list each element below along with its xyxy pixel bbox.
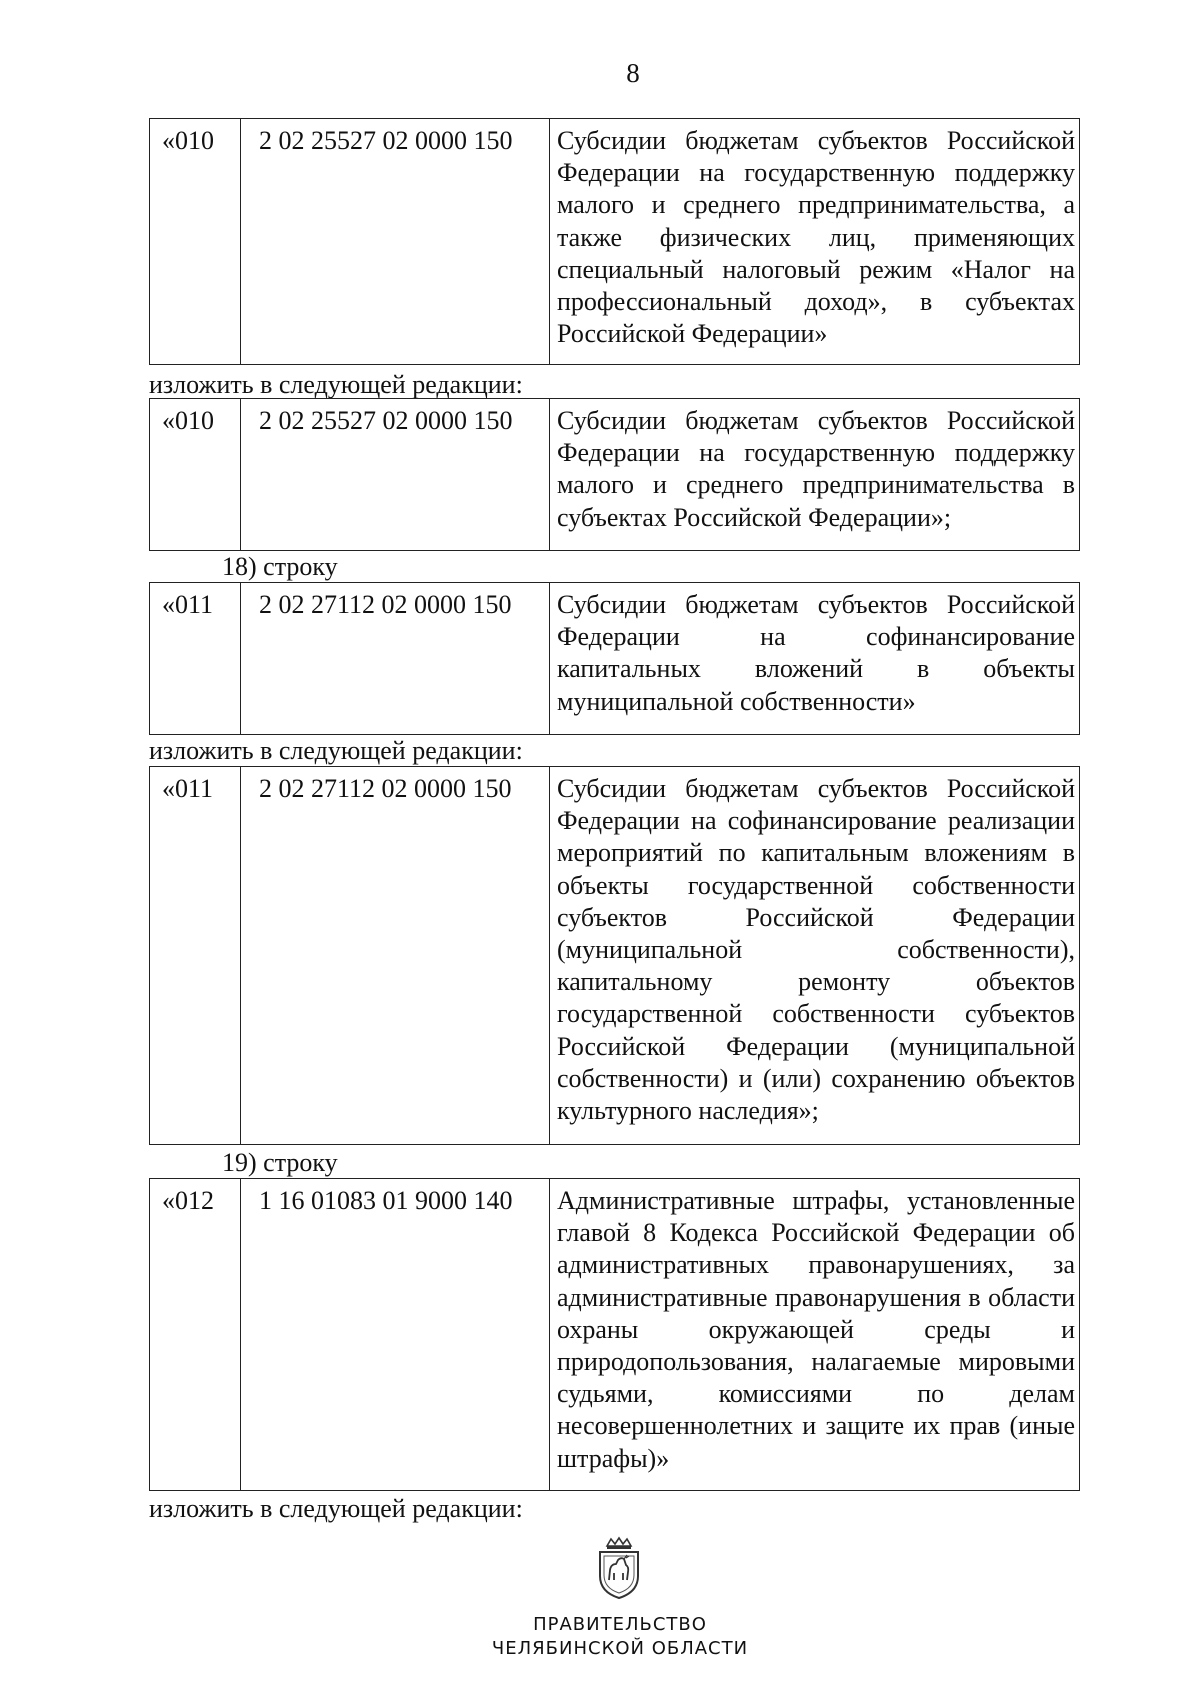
table-row-011-new	[149, 766, 1080, 1145]
row-number: «010	[150, 399, 241, 551]
row-number: «011	[150, 583, 241, 735]
row-description: Субсидии бюджетам субъектов Российской Федерации на софинансирование капитальных вложений в объекты муниципальной собственности»	[550, 583, 1080, 735]
row-number: «010	[150, 119, 241, 365]
chelyabinsk-coat-of-arms-icon	[594, 1536, 644, 1600]
page-number: 8	[626, 58, 640, 88]
row-number: «011	[150, 767, 241, 1145]
item-18-label: 18) строку	[222, 552, 338, 581]
budget-code: 1 16 01083 01 9000 140	[241, 1179, 550, 1491]
restate-phrase: изложить в следующей редакции:	[149, 370, 523, 399]
item-19-label: 19) строку	[222, 1148, 338, 1177]
footer-organization-line1: ПРАВИТЕЛЬСТВО	[533, 1614, 707, 1635]
row-description: Субсидии бюджетам субъектов Российской Федерации на государственную поддержку малого и среднего предпринимательства, а также физических лиц, применяющих специальный налоговый режим «Налог на профессиональный доход», в субъектах Российской Федерации»	[550, 119, 1080, 365]
row-description: Административные штрафы, установленные главой 8 Кодекса Российской Федерации об административных правонарушениях, за административные правонарушения в области охраны окружающей среды и природопользования, налагаемые мировыми судьями, комиссиями по делам несовершеннолетних и защите их прав (иные штрафы)»	[550, 1179, 1080, 1491]
restate-phrase: изложить в следующей редакции:	[149, 1494, 523, 1523]
footer-organization-line2: ЧЕЛЯБИНСКОЙ ОБЛАСТИ	[491, 1638, 749, 1659]
table-row-010-old	[149, 118, 1080, 365]
budget-code: 2 02 27112 02 0000 150	[241, 767, 550, 1145]
budget-code: 2 02 27112 02 0000 150	[241, 583, 550, 735]
table-row-011-old	[149, 582, 1080, 735]
budget-code: 2 02 25527 02 0000 150	[241, 399, 550, 551]
restate-phrase: изложить в следующей редакции:	[149, 736, 523, 765]
row-description: Субсидии бюджетам субъектов Российской Федерации на государственную поддержку малого и среднего предпринимательства в субъектах Российской Федерации»;	[550, 399, 1080, 551]
budget-code: 2 02 25527 02 0000 150	[241, 119, 550, 365]
row-number: «012	[150, 1179, 241, 1491]
table-row-012-old	[149, 1178, 1080, 1491]
row-description: Субсидии бюджетам субъектов Российской Федерации на софинансирование реализации мероприятий по капитальным вложениям в объекты государственной собственности субъектов Российской Федерации (муниципальной собственности), капитальному ремонту объектов государственной собственности субъектов Российской Федерации (муниципальной собственности) и (или) сохранению объектов культурного наследия»;	[550, 767, 1080, 1145]
table-row-010-new	[149, 398, 1080, 551]
